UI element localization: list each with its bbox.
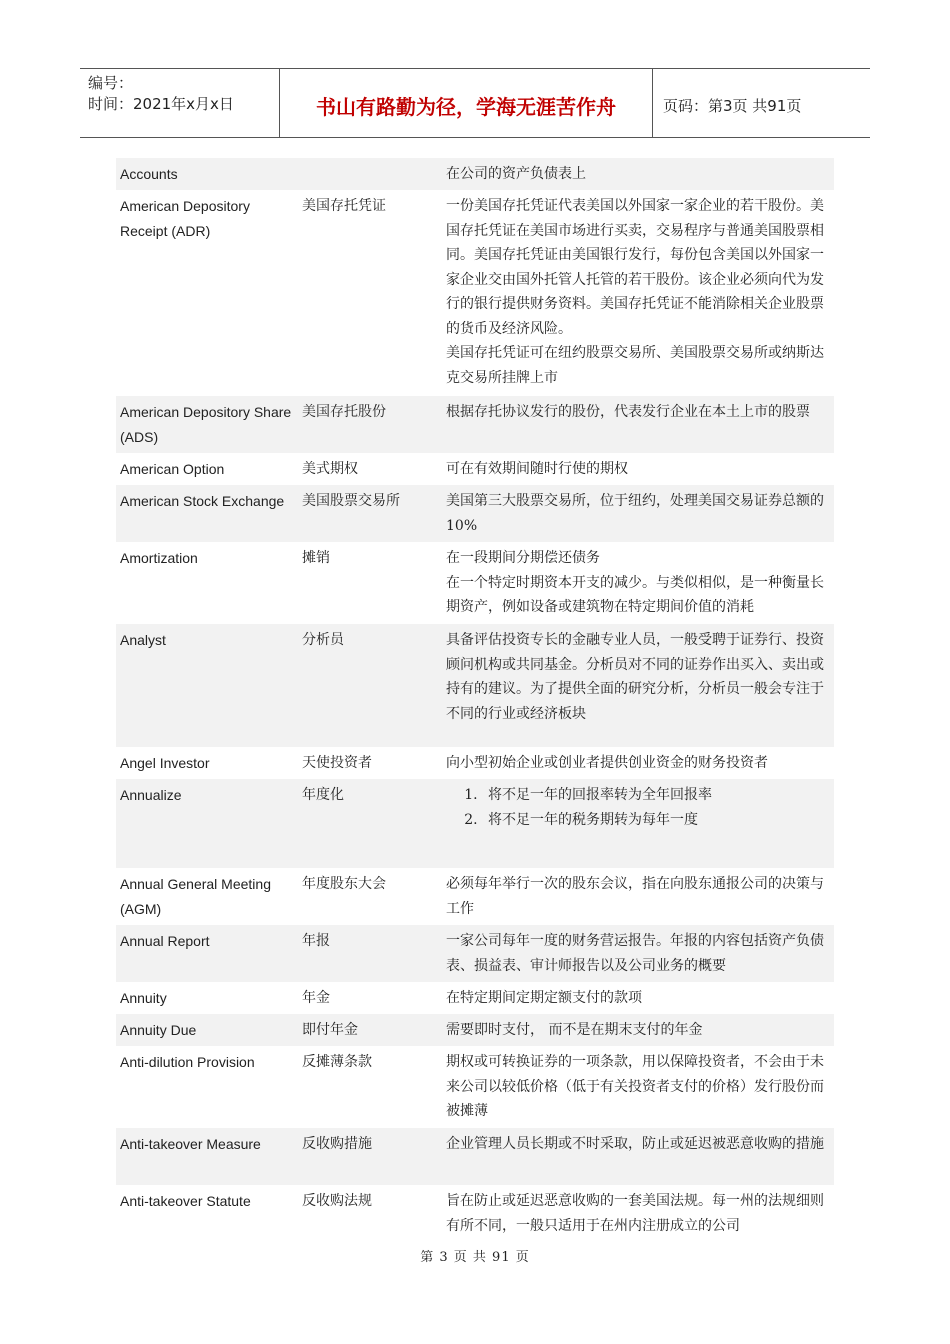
term-definition — [442, 779, 834, 868]
term-chinese: 天使投资者 — [302, 755, 372, 771]
term-definition — [442, 1185, 834, 1242]
term-definition — [442, 542, 834, 624]
definition-paragraph: 可在有效期间随时行使的期权 — [446, 461, 628, 477]
definition-paragraph: 一家公司每年一度的财务营运报告。年报的内容包括资产负债表、损益表、审计师报告以及公司业务的概要 — [446, 933, 824, 974]
definition-paragraph: 企业管理人员长期或不时采取，防止或延迟被恶意收购的措施 — [446, 1136, 824, 1152]
glossary-row — [116, 624, 834, 747]
term-chinese: 美国股票交易所 — [298, 485, 442, 542]
definition-list-item: 2. 将不足一年的税务期转为每年一度 — [482, 808, 830, 833]
term-definition — [442, 868, 834, 925]
definition-paragraph: 美国存托凭证可在纽约股票交易所、美国股票交易所或纳斯达克交易所挂牌上市 — [446, 345, 824, 386]
term-english: Angel Investor — [120, 755, 210, 771]
glossary-row — [116, 747, 834, 779]
term-english: American Depository Receipt (ADR) — [120, 198, 250, 239]
term-english: Annuity — [120, 990, 167, 1006]
term-definition — [442, 925, 834, 982]
glossary-row — [116, 1014, 834, 1046]
term-definition — [442, 1014, 834, 1046]
definition-paragraph: 在公司的资产负债表上 — [446, 166, 586, 182]
term-definition — [442, 982, 834, 1014]
term-english: American Stock Exchange — [116, 485, 298, 542]
definition-paragraph: 旨在防止或延迟恶意收购的一套美国法规。每一州的法规细则有所不同，一般只适用于在州内注册成立的公司 — [446, 1193, 824, 1234]
term-chinese: 年报 — [298, 925, 442, 982]
term-chinese: 年度化 — [298, 779, 442, 868]
term-definition — [442, 624, 834, 747]
glossary-row — [116, 982, 834, 1014]
term-english: Accounts — [116, 158, 298, 190]
definition-paragraph: 需要即时支付， 而不是在期末支付的年金 — [446, 1022, 703, 1038]
term-chinese: 反摊薄条款 — [302, 1054, 372, 1070]
glossary-row — [116, 190, 834, 396]
term-english: Annual Report — [116, 925, 298, 982]
definition-paragraph: 在一个特定时期资本开支的减少。与类似相似，是一种衡量长期资产，例如设备或建筑物在特定期间价值的消耗 — [446, 574, 824, 615]
term-chinese: 年度股东大会 — [302, 876, 386, 892]
definition-paragraph: 必须每年举行一次的股东会议，指在向股东通报公司的决策与工作 — [446, 876, 824, 917]
glossary-row — [116, 779, 834, 868]
glossary-row — [116, 396, 834, 453]
term-chinese: 年金 — [302, 990, 330, 1006]
definition-paragraph: 在特定期间定期定额支付的款项 — [446, 990, 642, 1006]
term-chinese: 美国存托凭证 — [302, 198, 386, 214]
term-english: Anti-dilution Provision — [120, 1054, 255, 1070]
glossary-row — [116, 453, 834, 485]
glossary-row — [116, 1185, 834, 1242]
term-english: Annuity Due — [116, 1014, 298, 1046]
definition-list-item: 1. 将不足一年的回报率转为全年回报率 — [482, 783, 830, 808]
term-english: Analyst — [116, 624, 298, 747]
glossary-row — [116, 542, 834, 624]
glossary-table — [116, 158, 834, 1242]
term-chinese: 即付年金 — [298, 1014, 442, 1046]
term-definition — [442, 747, 834, 779]
glossary-row — [116, 158, 834, 190]
definition-paragraph: 根据存托协议发行的股份，代表发行企业在本土上市的股票 — [446, 404, 810, 420]
page-footer: 第 3 页 共 91 页 — [420, 1250, 530, 1265]
term-english: Anti-takeover Measure — [116, 1128, 298, 1185]
term-chinese: 美式期权 — [302, 461, 358, 477]
term-definition — [442, 1046, 834, 1128]
term-chinese: 反收购法规 — [302, 1193, 372, 1209]
definition-list — [446, 783, 830, 832]
definition-paragraph: 一份美国存托凭证代表美国以外国家一家企业的若干股份。美国存托凭证在美国市场进行买卖，交易程序与普通美国股票相同。美国存托凭证由美国银行发行，每份包含美国以外国家一家企业交由国外托管人托管的若干股份。该企业必须向代为发行的银行提供财务资料。美国存托凭证不能消除相关企业股票的货币及经济风险。 — [446, 198, 824, 337]
term-english: Anti-takeover Statute — [120, 1193, 251, 1209]
header-page-label: 页码：第3页 共91页 — [663, 96, 802, 115]
glossary-row — [116, 1128, 834, 1185]
document-number-label: 编号： — [88, 74, 134, 92]
definition-paragraph: 在一段期间分期偿还债务 — [446, 550, 600, 566]
term-definition — [442, 190, 834, 396]
term-chinese: 摊销 — [302, 550, 330, 566]
term-english: Annual General Meeting (AGM) — [120, 876, 271, 917]
term-definition — [442, 1128, 834, 1185]
term-english: Annualize — [116, 779, 298, 868]
term-english: Amortization — [120, 550, 198, 566]
definition-paragraph: 期权或可转换证券的一项条款，用以保障投资者，不会由于未来公司以较低价格（低于有关投资者支付的价格）发行股份而被摊薄 — [446, 1054, 824, 1119]
glossary-row — [116, 1046, 834, 1128]
page-header — [80, 68, 870, 138]
glossary-row — [116, 485, 834, 542]
glossary-row — [116, 868, 834, 925]
term-definition — [442, 158, 834, 190]
term-chinese: 反收购措施 — [298, 1128, 442, 1185]
term-chinese — [298, 158, 442, 190]
definition-paragraph: 美国第三大股票交易所，位于纽约，处理美国交易证券总额的10% — [446, 493, 824, 534]
term-definition — [442, 453, 834, 485]
definition-paragraph: 向小型初始企业或创业者提供创业资金的财务投资者 — [446, 755, 768, 771]
header-motto: 书山有路勤为径，学海无涯苦作舟 — [280, 69, 653, 137]
term-english: American Depository Share (ADS) — [116, 396, 298, 453]
definition-paragraph: 具备评估投资专长的金融专业人员，一般受聘于证券行、投资顾问机构或共同基金。分析员对不同的证券作出买入、卖出或持有的建议。为了提供全面的研究分析，分析员一般会专注于不同的行业或经济板块 — [446, 632, 824, 722]
term-definition — [442, 396, 834, 453]
term-chinese: 美国存托股份 — [298, 396, 442, 453]
document-date-label: 时间：2021年x月x日 — [88, 95, 234, 113]
term-definition — [442, 485, 834, 542]
header-meta — [80, 69, 280, 137]
term-english: American Option — [120, 461, 225, 477]
glossary-row — [116, 925, 834, 982]
term-chinese: 分析员 — [298, 624, 442, 747]
